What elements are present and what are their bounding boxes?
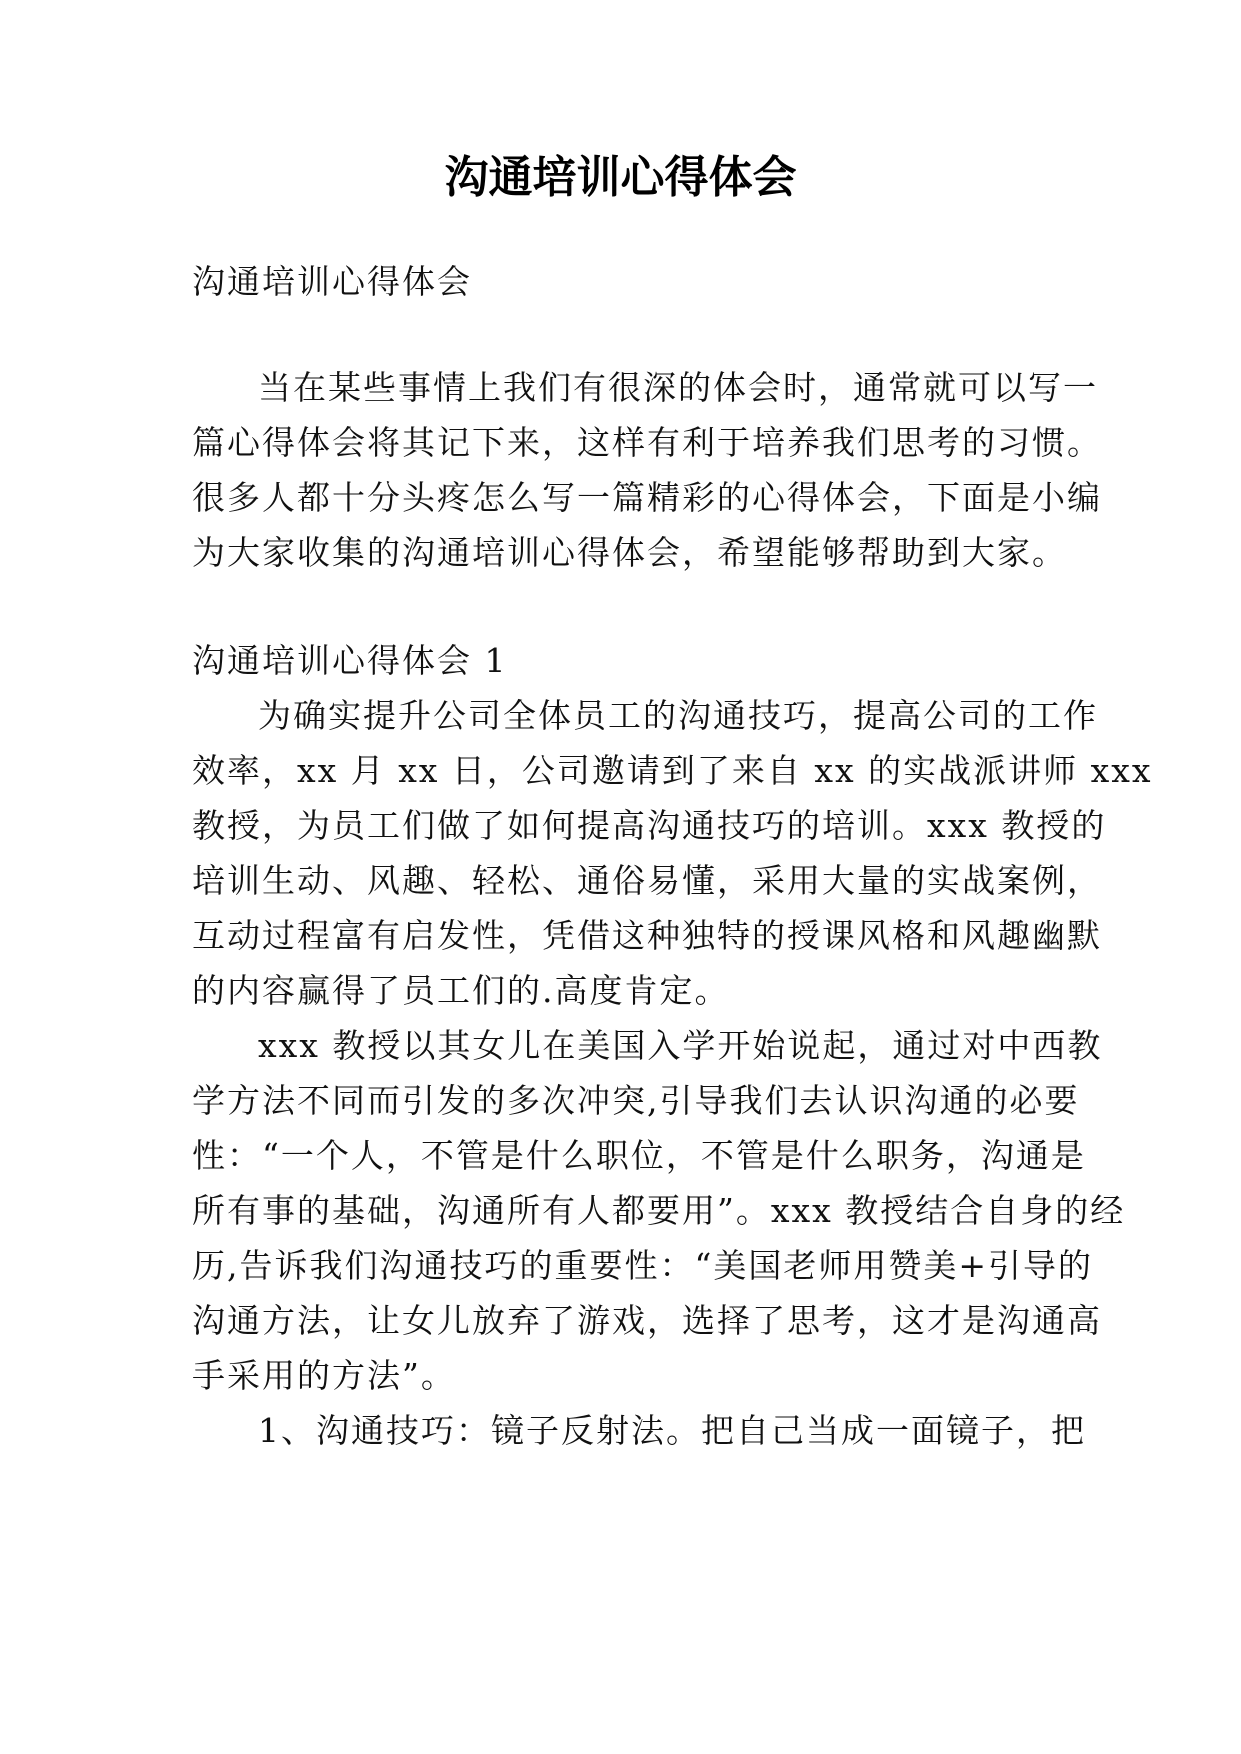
paragraph1-line: 为确实提升公司全体员工的沟通技巧，提高公司的工作 — [258, 696, 1098, 735]
intro-line: 当在某些事情上我们有很深的体会时，通常就可以写一 — [258, 368, 1098, 407]
paragraph1-line: 的内容赢得了员工们的.高度肯定。 — [192, 971, 730, 1010]
paragraph2-line: 沟通方法，让女儿放弃了游戏，选择了思考，这才是沟通高 — [192, 1301, 1102, 1340]
paragraph1-line: 教授，为员工们做了如何提高沟通技巧的培训。xxx 教授的 — [192, 806, 1107, 845]
paragraph1-line: 效率，xx 月 xx 日，公司邀请到了来自 xx 的实战派讲师 xxx — [192, 751, 1153, 790]
paragraph2-line: 性：“一个人，不管是什么职位，不管是什么职务，沟通是 — [192, 1136, 1086, 1175]
paragraph2-line: 历,告诉我们沟通技巧的重要性：“美国老师用赞美+引导的 — [192, 1246, 1094, 1285]
paragraph2-line: xxx 教授以其女儿在美国入学开始说起，通过对中西教 — [258, 1026, 1103, 1065]
paragraph2-line: 手采用的方法”。 — [192, 1356, 456, 1395]
intro-line: 篇心得体会将其记下来，这样有利于培养我们思考的习惯。 — [192, 423, 1102, 462]
section-heading: 沟通培训心得体会 1 — [192, 641, 508, 680]
document-subtitle: 沟通培训心得体会 — [192, 262, 472, 301]
paragraph2-line: 所有事的基础，沟通所有人都要用”。xxx 教授结合自身的经 — [192, 1191, 1126, 1230]
intro-line: 为大家收集的沟通培训心得体会，希望能够帮助到大家。 — [192, 533, 1067, 572]
paragraph2-line: 学方法不同而引发的多次冲突,引导我们去认识沟通的必要 — [192, 1081, 1080, 1120]
intro-line: 很多人都十分头疼怎么写一篇精彩的心得体会，下面是小编 — [192, 478, 1102, 517]
document-title: 沟通培训心得体会 — [444, 152, 797, 203]
paragraph1-line: 培训生动、风趣、轻松、通俗易懂，采用大量的实战案例， — [192, 861, 1102, 900]
paragraph1-line: 互动过程富有启发性，凭借这种独特的授课风格和风趣幽默 — [192, 916, 1102, 955]
paragraph3-line: 1、沟通技巧：镜子反射法。把自己当成一面镜子，把 — [258, 1411, 1086, 1450]
